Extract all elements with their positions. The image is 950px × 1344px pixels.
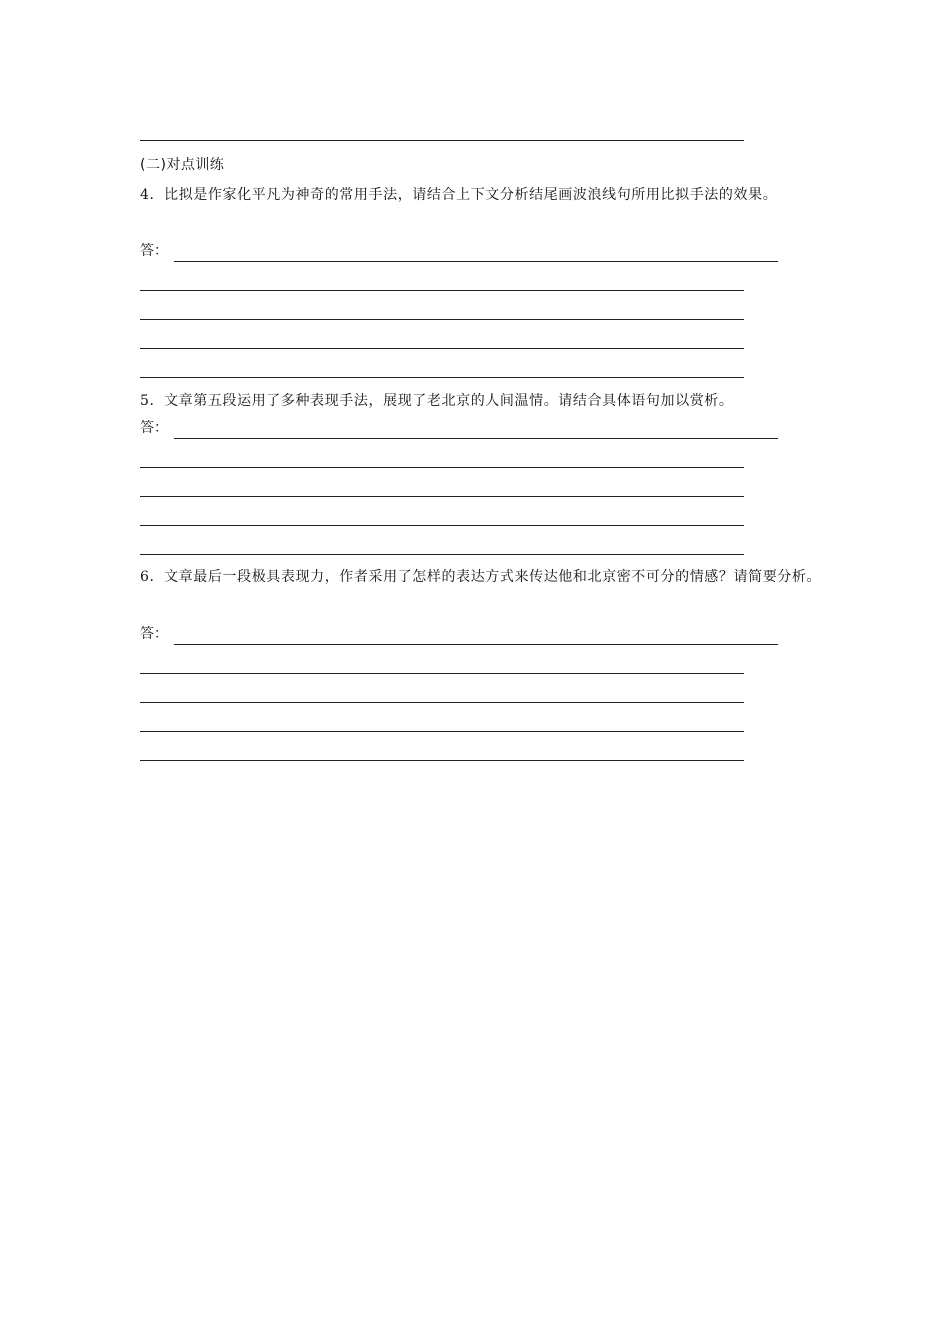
answer-line bbox=[140, 377, 744, 378]
answer-input-line bbox=[174, 438, 778, 439]
answer-input-line bbox=[174, 644, 778, 645]
question-6: 6．文章最后一段极具表现力，作者采用了怎样的表达方式来传达他和北京密不可分的情感？请简要分析。 bbox=[140, 569, 822, 585]
question-4: 4．比拟是作家化平凡为神奇的常用手法，请结合上下文分析结尾画波浪线句所用比拟手法的效果。 bbox=[140, 187, 778, 203]
answer-row-6 bbox=[140, 623, 780, 645]
answer-input-line bbox=[174, 261, 778, 262]
answer-line bbox=[140, 319, 744, 320]
answer-label: 答： bbox=[140, 626, 168, 642]
answer-line bbox=[140, 290, 744, 291]
answer-line bbox=[140, 760, 744, 761]
answer-line bbox=[140, 496, 744, 497]
section-title: (二)对点训练 bbox=[140, 157, 225, 173]
answer-line bbox=[140, 348, 744, 349]
answer-label: 答： bbox=[140, 420, 168, 436]
answer-line bbox=[140, 467, 744, 468]
answer-row-5 bbox=[140, 417, 780, 439]
question-5: 5．文章第五段运用了多种表现手法，展现了老北京的人间温情。请结合具体语句加以赏析。 bbox=[140, 393, 734, 409]
answer-line bbox=[140, 673, 744, 674]
answer-line bbox=[140, 731, 744, 732]
answer-line bbox=[140, 702, 744, 703]
answer-line bbox=[140, 554, 744, 555]
answer-row-4 bbox=[140, 240, 780, 262]
answer-line bbox=[140, 525, 744, 526]
answer-label: 答： bbox=[140, 243, 168, 259]
answer-line bbox=[140, 140, 744, 141]
